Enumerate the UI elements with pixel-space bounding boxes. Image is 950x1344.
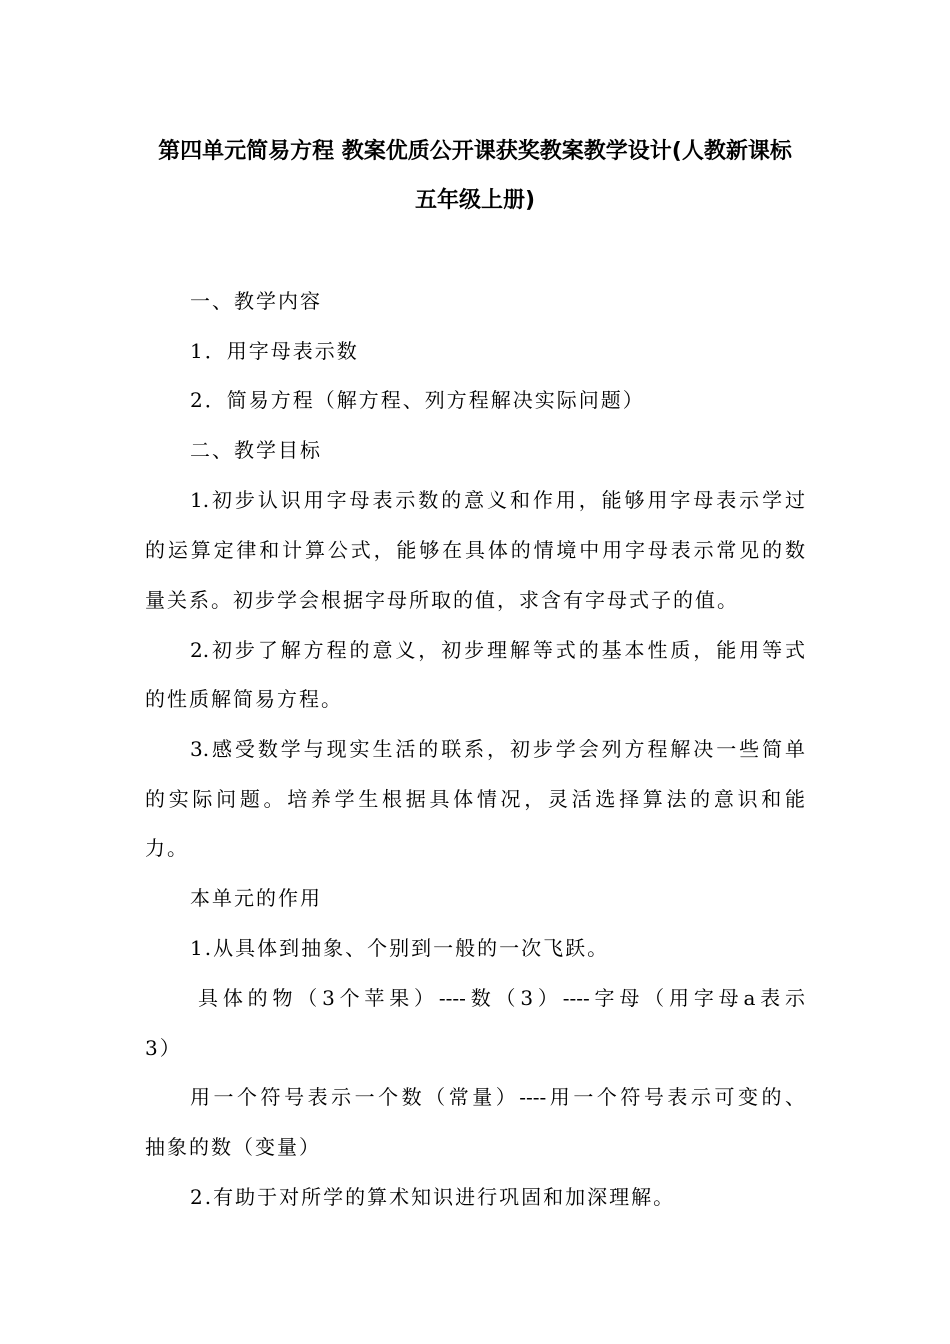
section-heading-teaching-content: 一、教学内容: [190, 289, 322, 313]
goal-1-line-2: 的运算定律和计算公式，能够在具体的情境中用字母表示常见的数: [145, 538, 805, 562]
content-item-2: 2．简易方程（解方程、列方程解决实际问题）: [190, 388, 645, 412]
goal-2-line-2: 的性质解简易方程。: [145, 687, 343, 711]
goal-3-line-2: 的实际问题。培养学生根据具体情况，灵活选择算法的意识和能: [145, 787, 805, 811]
goal-1-line-3: 量关系。初步学会根据字母所取的值，求含有字母式子的值。: [145, 588, 739, 612]
goal-2-line-1: 2.初步了解方程的意义，初步理解等式的基本性质，能用等式: [190, 638, 805, 662]
example-line-1: 具体的物（3个苹果）----数（3）----字母（用字母a表示: [198, 986, 805, 1010]
role-item-1: 1.从具体到抽象、个别到一般的一次飞跃。: [190, 936, 610, 960]
section-heading-unit-role: 本单元的作用: [190, 886, 322, 910]
document-title-line-2: 五年级上册): [414, 188, 536, 213]
example-line-2: 3）: [145, 1036, 182, 1060]
constant-variable-line-1: 用一个符号表示一个数（常量）----用一个符号表示可变的、: [190, 1085, 805, 1109]
goal-3-line-3: 力。: [145, 836, 189, 860]
section-heading-teaching-goals: 二、教学目标: [190, 438, 322, 462]
document-title-line-1: 第四单元简易方程 教案优质公开课获奖教案教学设计(人教新课标: [158, 139, 792, 164]
goal-1-line-1: 1.初步认识用字母表示数的意义和作用，能够用字母表示学过: [190, 488, 805, 512]
role-item-2: 2.有助于对所学的算术知识进行巩固和加深理解。: [190, 1185, 676, 1209]
goal-3-line-1: 3.感受数学与现实生活的联系，初步学会列方程解决一些简单: [190, 737, 805, 761]
constant-variable-line-2: 抽象的数（变量）: [145, 1135, 321, 1159]
content-item-1: 1．用字母表示数: [190, 339, 359, 363]
